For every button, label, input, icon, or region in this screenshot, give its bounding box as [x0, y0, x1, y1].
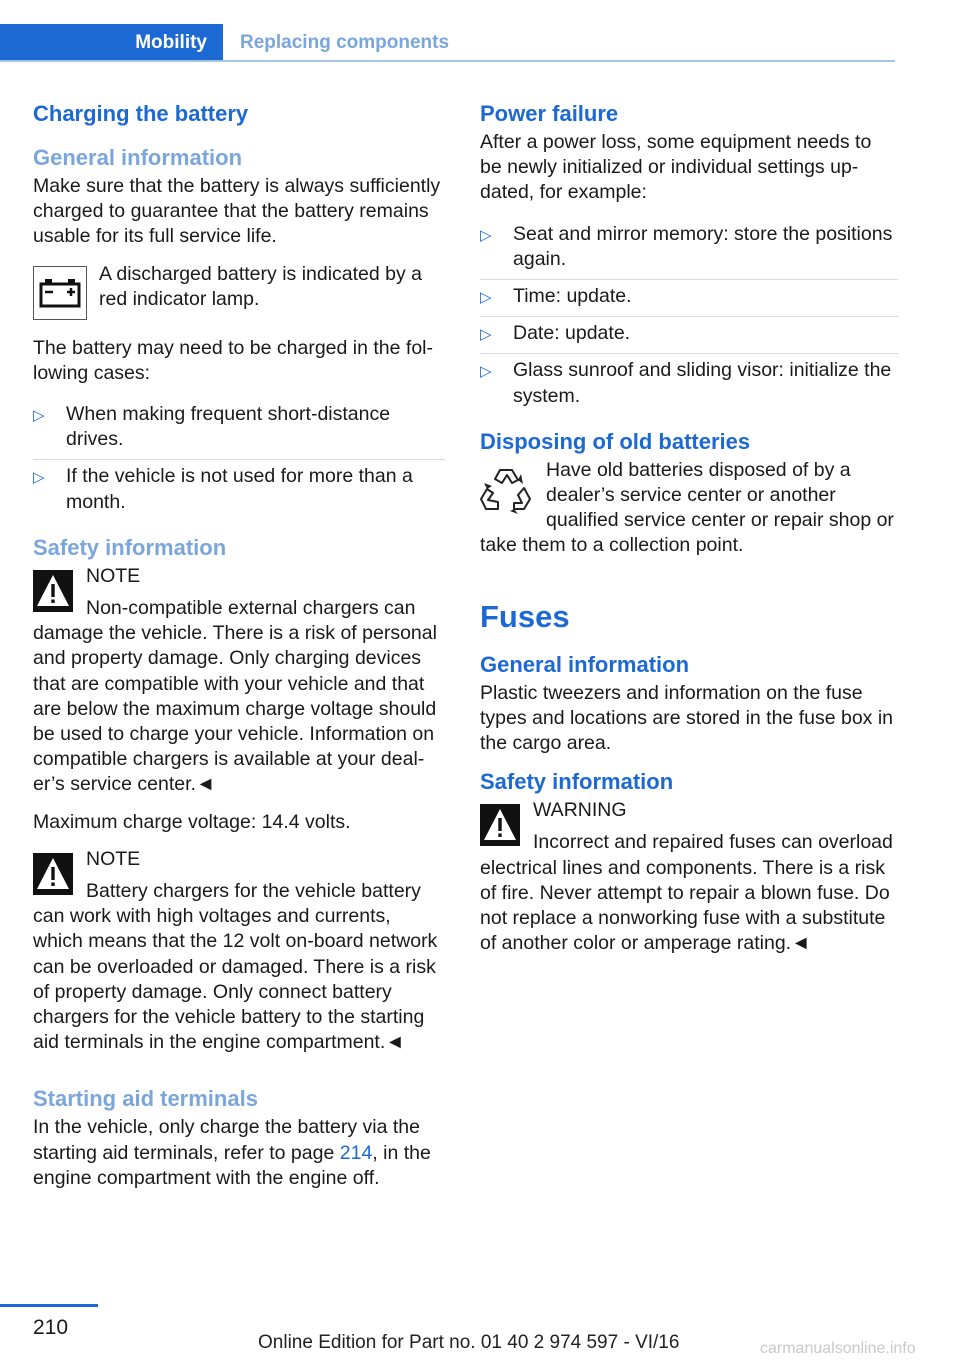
charging-cases-intro: The battery may need to be charged in the following cases:	[33, 336, 433, 384]
warning-text: Incorrect and repaired fuses can overload electrical lines and components. There is a risk of fire. Never attempt to repair a blown fuse. Do not replace a nonworking fuse with a substitute of another color or amperage rating.◄	[480, 831, 893, 955]
warning-triangle-icon	[480, 804, 520, 846]
power-failure-intro: After a power loss, some equipment needs to be newly initialized or individual settings updated, for example:	[480, 131, 872, 204]
list-item: ▷ If the vehicle is not used for more than a month.	[33, 465, 413, 513]
section-tab-mobility[interactable]: Mobility	[0, 24, 223, 62]
bullet-triangle-icon: ▷	[480, 326, 492, 344]
note-text: Non-compatible external chargers can damage the vehicle. There is a risk of personal and property damage. Only charging devices that are compatible with your vehicle and that are below the maximum charge voltage should be used to charge your vehicle. Information on compatible chargers is available at your dealer’s service center.◄	[33, 597, 437, 796]
left-column	[33, 100, 445, 1203]
indicator-lamp-block	[33, 262, 445, 324]
heading-fuses-safety: Safety information	[480, 769, 674, 795]
list-item: ▷ Date: update.	[480, 317, 898, 354]
indicator-lamp-text: A discharged battery is indicated by a red indicator lamp.	[99, 262, 423, 310]
section-title-charging: Charging the battery	[33, 101, 249, 126]
watermark: carmanualsonline.info	[760, 1340, 916, 1357]
heading-starting-aid-terminals: Starting aid terminals	[33, 1086, 258, 1112]
recycle-icon	[480, 464, 532, 516]
warning-block	[480, 798, 898, 956]
bullet-triangle-icon: ▷	[480, 363, 492, 381]
page-number: 210	[33, 1316, 69, 1339]
list-item: ▷ Time: update.	[480, 280, 898, 317]
page-header	[0, 24, 895, 62]
page-link[interactable]: 214	[339, 1141, 373, 1164]
list-item: ▷ Glass sunroof and sliding visor: initialize the system.	[480, 359, 892, 407]
note-block-1	[33, 564, 445, 798]
max-voltage-text: Maximum charge voltage: 14.4 volts.	[33, 810, 351, 833]
heading-safety-information: Safety information	[33, 534, 227, 560]
heading-fuses-general: General information	[480, 651, 690, 677]
note-block-2	[33, 847, 445, 1056]
charging-cases-list	[33, 398, 445, 522]
heading-general-information: General information	[33, 145, 243, 170]
starting-aid-text: In the vehicle, only charge the battery via the starting aid terminals, refer to page 214, in the engine compartment with the engine off.	[33, 1116, 431, 1189]
list-item: ▷ When making frequent short-distance drives.	[33, 398, 445, 460]
charging-intro-text: Make sure that the battery is always sufficiently charged to guarantee that the battery remains usable for its full service life.	[33, 175, 441, 248]
note-text: Battery chargers for the vehicle battery can work with high voltages and currents, which means that the 12 volt on-board network can be overloaded or damaged. There is a risk of property damage. Only connect battery chargers for the vehicle battery to the starting aid terminals in the engine compartment.◄	[33, 880, 438, 1054]
section-tab-replacing-components[interactable]: Replacing components	[240, 32, 450, 53]
bullet-triangle-icon: ▷	[33, 407, 45, 425]
disposing-block	[480, 458, 898, 559]
warning-label: WARNING	[533, 799, 627, 822]
bullet-triangle-icon: ▷	[33, 469, 45, 487]
warning-triangle-icon	[33, 853, 73, 895]
heading-disposing-batteries: Disposing of old batteries	[480, 428, 751, 454]
header-rule	[0, 60, 895, 62]
warning-triangle-icon	[33, 570, 73, 612]
list-item: ▷ Seat and mirror memory: store the positions again.	[480, 218, 898, 280]
right-column	[480, 100, 898, 968]
note-label: NOTE	[86, 847, 141, 870]
battery-indicator-icon	[33, 266, 87, 320]
power-failure-list	[480, 218, 898, 416]
fuses-general-text: Plastic tweezers and information on the fuse types and locations are stored in the fuse box in the cargo area.	[480, 681, 894, 755]
bullet-triangle-icon: ▷	[480, 226, 492, 244]
chapter-title-fuses: Fuses	[480, 598, 570, 634]
disposing-text: Have old batteries disposed of by a dealer’s service center or another qualified service center or repair shop or take them to a collection point.	[480, 458, 894, 557]
edition-info: Online Edition for Part no. 01 40 2 974 597 - VI/16	[258, 1332, 680, 1353]
heading-power-failure: Power failure	[480, 101, 619, 126]
note-label: NOTE	[86, 564, 141, 587]
footer-rule	[0, 1304, 98, 1307]
bullet-triangle-icon: ▷	[480, 289, 492, 307]
